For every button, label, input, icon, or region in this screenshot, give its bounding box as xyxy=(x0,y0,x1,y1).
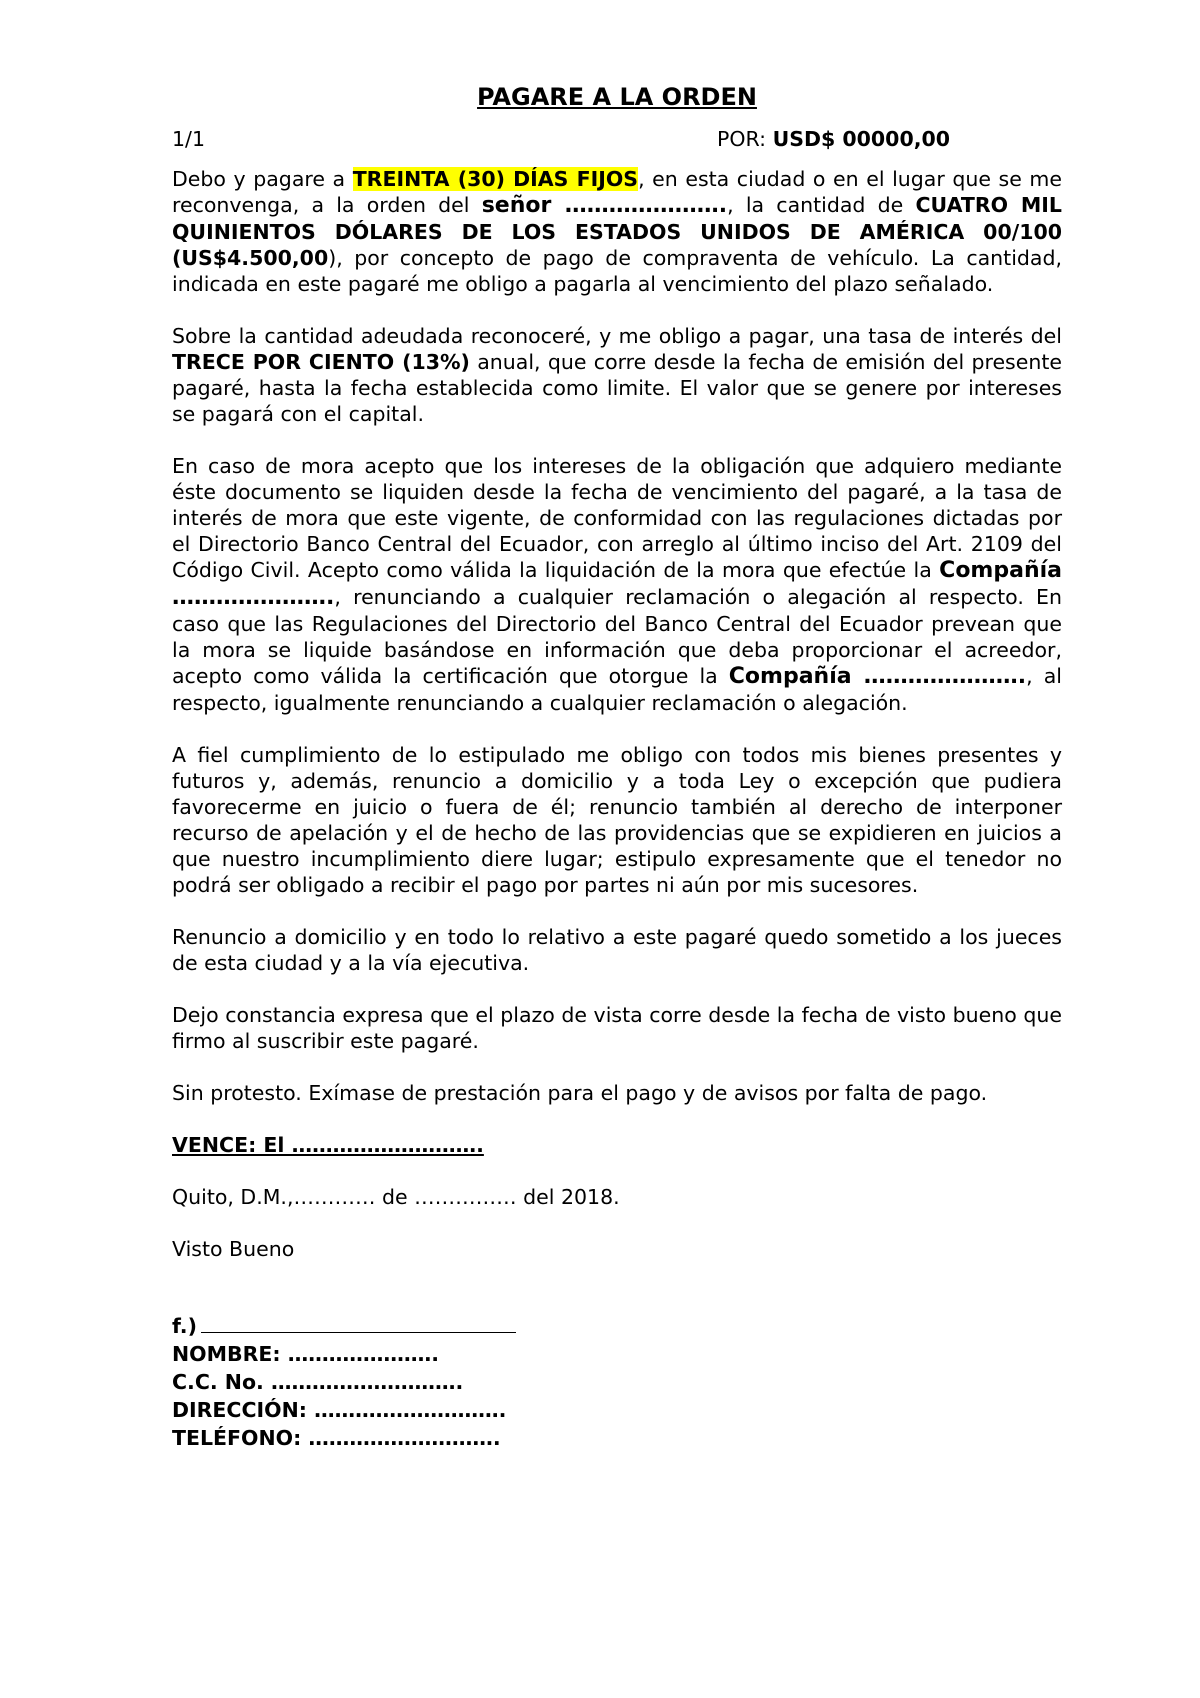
signature-label: f.) xyxy=(172,1314,197,1338)
term-highlight: TREINTA (30) DÍAS FIJOS xyxy=(352,167,639,191)
p3-text-1: En caso de mora acepto que los intereses de la obligación que adquiero mediante éste documento se liquiden desde la fecha de vencimiento del pagaré, a la tasa de interés de mora que este vigente, de conformidad con las regulaciones dictadas por el Directorio Banco Central del Ecuador, con arreglo al último inciso del Art. 2109 del Código Civil. Acepto como válida la liquidación de la mora que efectúe la xyxy=(172,454,1062,582)
document-header xyxy=(172,126,1062,152)
company-placeholder-1: Compañía …………………. xyxy=(172,558,1062,610)
place-date-line: Quito, D.M.,………… de …………… del 2018. xyxy=(172,1185,620,1209)
paragraph-term-start: Dejo constancia expresa que el plazo de vista corre desde la fecha de visto bueno que firmo al suscribir este pagaré. xyxy=(172,1003,1062,1053)
p1-text-4: ), por concepto de pago de compraventa de vehículo. La cantidad, indicada en este pagaré me obligo a pagarla al vencimiento del plazo señalado. xyxy=(172,246,1062,296)
document-page xyxy=(172,82,1062,1452)
paragraph-jurisdiction: Renuncio a domicilio y en todo lo relativo a este pagaré quedo sometido a los jueces de esta ciudad y a la vía ejecutiva. xyxy=(172,925,1062,975)
paragraph-obligation: A fiel cumplimiento de lo estipulado me obligo con todos mis bienes presentes y futuros y, además, renuncio a domicilio y a toda Ley o excepción que pudiera favorecerme en juicio o fuera de él; renuncio también al derecho de interponer recurso de apelación y el de hecho de las providencias que se expidieren en juicios a que nuestro incumplimiento diere lugar; estipulo expresamente que el tenedor no podrá ser obligado a recibir el pago por partes ni aún por mis sucesores. xyxy=(172,743,1062,897)
signer-id-field: C.C. No. ………………………. xyxy=(172,1370,464,1394)
paragraph-interest xyxy=(172,323,1062,427)
amount-line xyxy=(717,126,950,152)
payee-placeholder: señor …………………. xyxy=(481,193,728,218)
p1-text-3: , la cantidad de xyxy=(727,193,916,217)
p2-text-1: Sobre la cantidad adeudada reconoceré, y me obligo a pagar, una tasa de interés del xyxy=(172,324,1062,348)
signature-underline xyxy=(201,1314,516,1333)
company-placeholder-2: Compañía …………………. xyxy=(728,664,1027,689)
paragraph-terms xyxy=(172,166,1062,297)
signer-address-field: DIRECCIÓN: ………………………. xyxy=(172,1398,507,1422)
amount-in-words: CUATRO MIL QUINIENTOS DÓLARES DE LOS ESTADOS UNIDOS DE AMÉRICA 00/100 (US$4.500,00 xyxy=(172,193,1062,270)
visto-bueno-label: Visto Bueno xyxy=(172,1237,295,1261)
p1-text-1: Debo y pagare a xyxy=(172,167,353,191)
amount-value: USD$ 00000,00 xyxy=(772,127,951,151)
document-title: PAGARE A LA ORDEN xyxy=(477,83,757,111)
page-number: 1/1 xyxy=(172,127,205,151)
signature-block xyxy=(172,1312,1062,1452)
due-date-line: VENCE: El ………………………. xyxy=(172,1133,484,1157)
p3-text-3: , al respecto, igualmente renunciando a cualquier reclamación o alegación. xyxy=(172,664,1062,715)
signer-name-field: NOMBRE: …………………. xyxy=(172,1342,440,1366)
interest-rate: TRECE POR CIENTO (13%) xyxy=(172,350,470,374)
signature-line xyxy=(172,1312,1062,1340)
signer-phone-field: TELÉFONO: ………………………. xyxy=(172,1426,501,1450)
amount-label: POR: xyxy=(717,127,767,151)
p1-text-2: , en esta ciudad o en el lugar que se me reconvenga, a la orden del xyxy=(172,167,1063,217)
p2-text-2: anual, que corre desde la fecha de emisión del presente pagaré, hasta la fecha establecida como limite. El valor que se genere por intereses se pagará con el capital. xyxy=(172,350,1062,426)
paragraph-default xyxy=(172,453,1062,716)
p3-text-2: , renunciando a cualquier reclamación o alegación al respecto. En caso que las Regulaciones del Directorio del Banco Central del Ecuador prevean que la mora se liquide basándose en información que deba proporcionar el acreedor, acepto como válida la certificación que otorgue la xyxy=(172,585,1062,688)
paragraph-protest: Sin protesto. Exímase de prestación para el pago y de avisos por falta de pago. xyxy=(172,1081,988,1105)
